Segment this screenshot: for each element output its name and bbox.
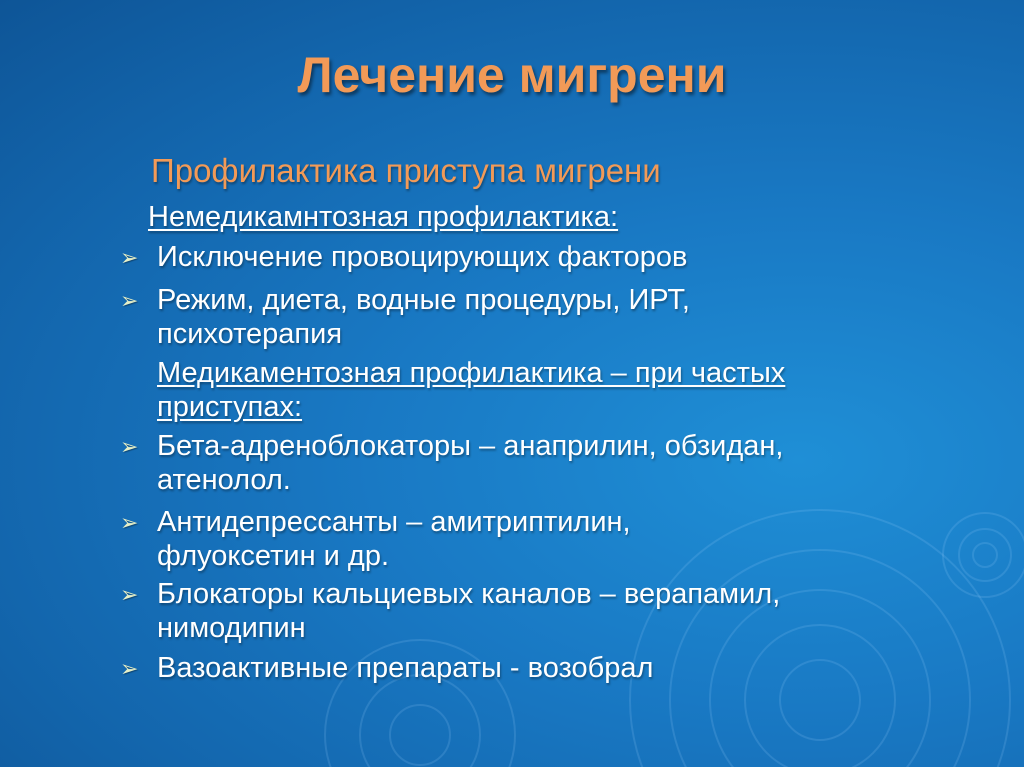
section-heading-drug xyxy=(157,356,785,424)
bullet-arrow-icon: ➢ xyxy=(120,656,139,681)
list-item-line: флуоксетин и др. xyxy=(157,540,390,572)
list-item-line: Антидепрессанты – амитриптилин, xyxy=(157,506,631,538)
section-heading-line: Немедикамнтозная профилактика: xyxy=(148,201,619,233)
bullet-arrow-icon: ➢ xyxy=(120,245,139,270)
list-item-line: Режим, диета, водные процедуры, ИРТ, xyxy=(157,284,690,316)
list-item-line: нимодипин xyxy=(157,612,306,644)
list-item-line: Вазоактивные препараты - возобрал xyxy=(157,652,654,684)
list-item xyxy=(157,283,690,351)
bullet-arrow-icon: ➢ xyxy=(120,582,139,607)
list-item-line: атенолол. xyxy=(157,464,291,496)
list-item xyxy=(157,429,783,497)
list-item-line: психотерапия xyxy=(157,318,343,350)
bullet-arrow-icon: ➢ xyxy=(120,288,139,313)
section-heading-line: Медикаментозная профилактика – при частых xyxy=(157,357,786,389)
list-item-line: Исключение провоцирующих факторов xyxy=(157,241,688,273)
list-item-line: Блокаторы кальциевых каналов – верапамил, xyxy=(157,578,781,610)
slide-subtitle: Профилактика приступа мигрени xyxy=(151,152,661,189)
section-heading-line: приступах: xyxy=(157,391,303,423)
list-item xyxy=(157,577,780,645)
section-heading-non-drug xyxy=(148,200,618,234)
slide-title: Лечение мигрени xyxy=(297,47,727,103)
list-item xyxy=(157,240,687,274)
list-item-line: Бета-адреноблокаторы – анаприлин, обзидан, xyxy=(157,430,784,462)
list-item xyxy=(157,505,631,573)
bullet-arrow-icon: ➢ xyxy=(120,510,139,535)
list-item xyxy=(157,651,653,685)
bullet-arrow-icon: ➢ xyxy=(120,434,139,459)
